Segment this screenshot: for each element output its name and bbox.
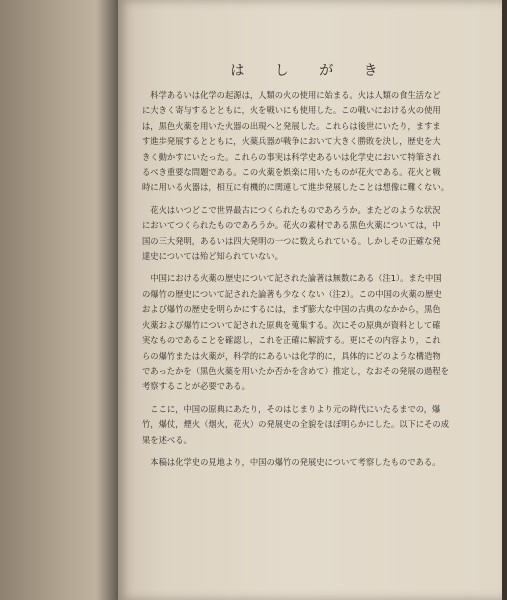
text-line: きく動かすにいたった。これらの事実は科学史あるいは化学史において特筆され	[142, 151, 441, 162]
text-line: 竹，爆仗，煙火（烟火，花火）の発展史の全貌をほぼ明らかにした。以下にその成	[142, 419, 449, 430]
text-line: に大きく寄与するとともに，火を戦いにも使用した。この戦いにおける火の使用	[142, 105, 441, 116]
text-line: 火薬および爆竹について記された原典を蒐集する。次にその原典が資料として確	[142, 319, 441, 330]
text-line: 花火はいつどこで世界最古につくられたものであろうか。またどのような状況	[142, 204, 441, 215]
text-line: 科学あるいは化学の起源は，人類の火の使用に始まる。火は人類の食生活など	[142, 90, 441, 100]
right-page-edge	[502, 0, 507, 600]
text-line: ここに，中国の原典にあたり，そのはじまりより元の時代にいたるまでの，爆	[142, 403, 441, 414]
text-line: るべき重要な問題である。この火薬を娯楽に用いたものが花火である。花火と戦	[142, 167, 441, 178]
page-title: は し が き	[230, 63, 391, 79]
text-line: 実なものであることを確認し，これを正確に解読する。更にその内容より，これ	[142, 335, 441, 346]
text-line: 国の三大発明，あるいは四大発明の一つに数えられている。しかしその正確な発	[142, 235, 441, 246]
text-line: 中国における火薬の歴史について記された論著は無数にある（注1）。また中国	[142, 273, 442, 284]
text-line: の爆竹の歴史について記された論著も少なくない（注2）。この中国の火薬の歴史	[142, 288, 442, 299]
book-page	[118, 0, 503, 600]
preface-body	[142, 88, 482, 470]
text-line: においてつくられたものであろうか。花火の素材である黒色火薬については，中	[142, 220, 441, 231]
text-line: 達史については殆ど知られていない。	[142, 251, 283, 262]
text-line: 果を述べる。	[142, 434, 192, 445]
text-line: は，黒色火薬を用いた火器の出現へと発展した。これらは後世にいたり，ますま	[142, 120, 441, 131]
text-line: 時に用いる火器は，相互に有機的に関連して進歩発展したことは想像に難くない。	[142, 182, 449, 193]
text-line: であったかを（黒色火薬を用いたか否かを含めて）推定し，なおその発展の過程を	[142, 365, 449, 376]
text-line: す進歩発展するとともに，火薬兵器が戦争において大きく勝敗を決し，歴史を大	[142, 136, 441, 147]
text-line: 本稿は化学史の見地より，中国の爆竹の発展史について考察したものである。	[142, 456, 441, 467]
text-line: らの爆竹または火薬が，科学的にあるいは化学的に，具体的にどのような構造物	[142, 350, 441, 361]
text-line: および爆竹の歴史を明らかにするには，まず膨大な中国の古典のなかから，黒色	[142, 304, 441, 315]
text-line: 考察することが必要である。	[142, 381, 250, 392]
